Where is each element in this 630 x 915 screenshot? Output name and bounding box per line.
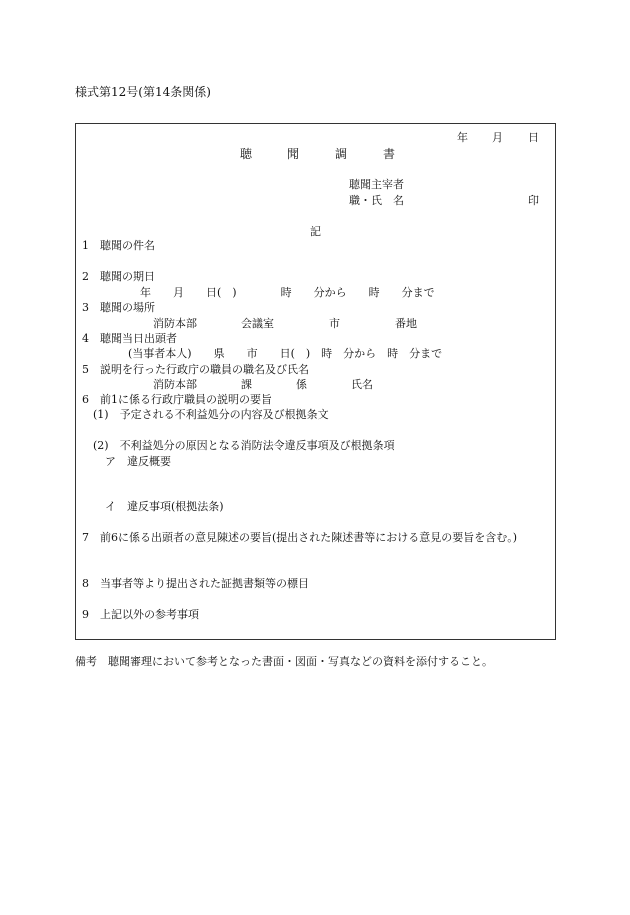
seal-mark: 印 bbox=[528, 194, 539, 207]
item-explanation: 6 前1に係る行政庁職員の説明の要旨 bbox=[82, 393, 272, 406]
item-explanation-1: (1) 予定される不利益処分の内容及び根拠条文 bbox=[93, 408, 329, 421]
item-hearing-place: 3 聴聞の場所 bbox=[82, 301, 155, 314]
form-number: 様式第12号(第14条関係) bbox=[75, 85, 211, 99]
remarks: 備考 聴聞審理において参考となった書面・図面・写真などの資料を添付すること。 bbox=[75, 655, 493, 668]
title-char: 調 bbox=[335, 147, 348, 161]
position-name-label: 職・氏 名 bbox=[349, 194, 404, 207]
item-other-references: 9 上記以外の参考事項 bbox=[82, 608, 199, 621]
item-explanation-2-a: ア 違反概要 bbox=[105, 455, 171, 468]
item-attendee-statement: 7 前6に係る出頭者の意見陳述の要旨(提出された陳述書等における意見の要旨を含む。) bbox=[82, 531, 518, 544]
item-explanation-2-i: イ 違反事項(根拠法条) bbox=[105, 500, 224, 513]
title-char: 書 bbox=[383, 147, 396, 161]
date-year: 年 bbox=[457, 131, 468, 144]
item-hearing-date-fields: 年 月 日( ) 時 分から 時 分まで bbox=[140, 286, 435, 299]
item-attendee-fields: (当事者本人) 県 市 日( ) 時 分から 時 分まで bbox=[128, 347, 443, 360]
item-case-name: 1 聴聞の件名 bbox=[82, 239, 155, 252]
item-explanation-2: (2) 不利益処分の原因となる消防法令違反事項及び根拠条項 bbox=[93, 439, 395, 452]
title-char: 聴 bbox=[240, 147, 253, 161]
presiding-officer-label: 聴聞主宰者 bbox=[349, 178, 404, 191]
item-explainer: 5 説明を行った行政庁の職員の職名及び氏名 bbox=[82, 363, 309, 376]
item-hearing-date: 2 聴聞の期日 bbox=[82, 270, 155, 283]
date-month: 月 bbox=[492, 131, 503, 144]
item-attendee: 4 聴聞当日出頭者 bbox=[82, 332, 177, 345]
ki-heading: 記 bbox=[310, 225, 321, 238]
date-day: 日 bbox=[528, 131, 539, 144]
item-hearing-place-fields: 消防本部 会議室 市 番地 bbox=[153, 317, 417, 330]
title-char: 聞 bbox=[287, 147, 300, 161]
item-explainer-fields: 消防本部 課 係 氏名 bbox=[153, 378, 373, 391]
item-evidence: 8 当事者等より提出された証拠書類等の標目 bbox=[82, 577, 309, 590]
page-title bbox=[0, 148, 630, 162]
